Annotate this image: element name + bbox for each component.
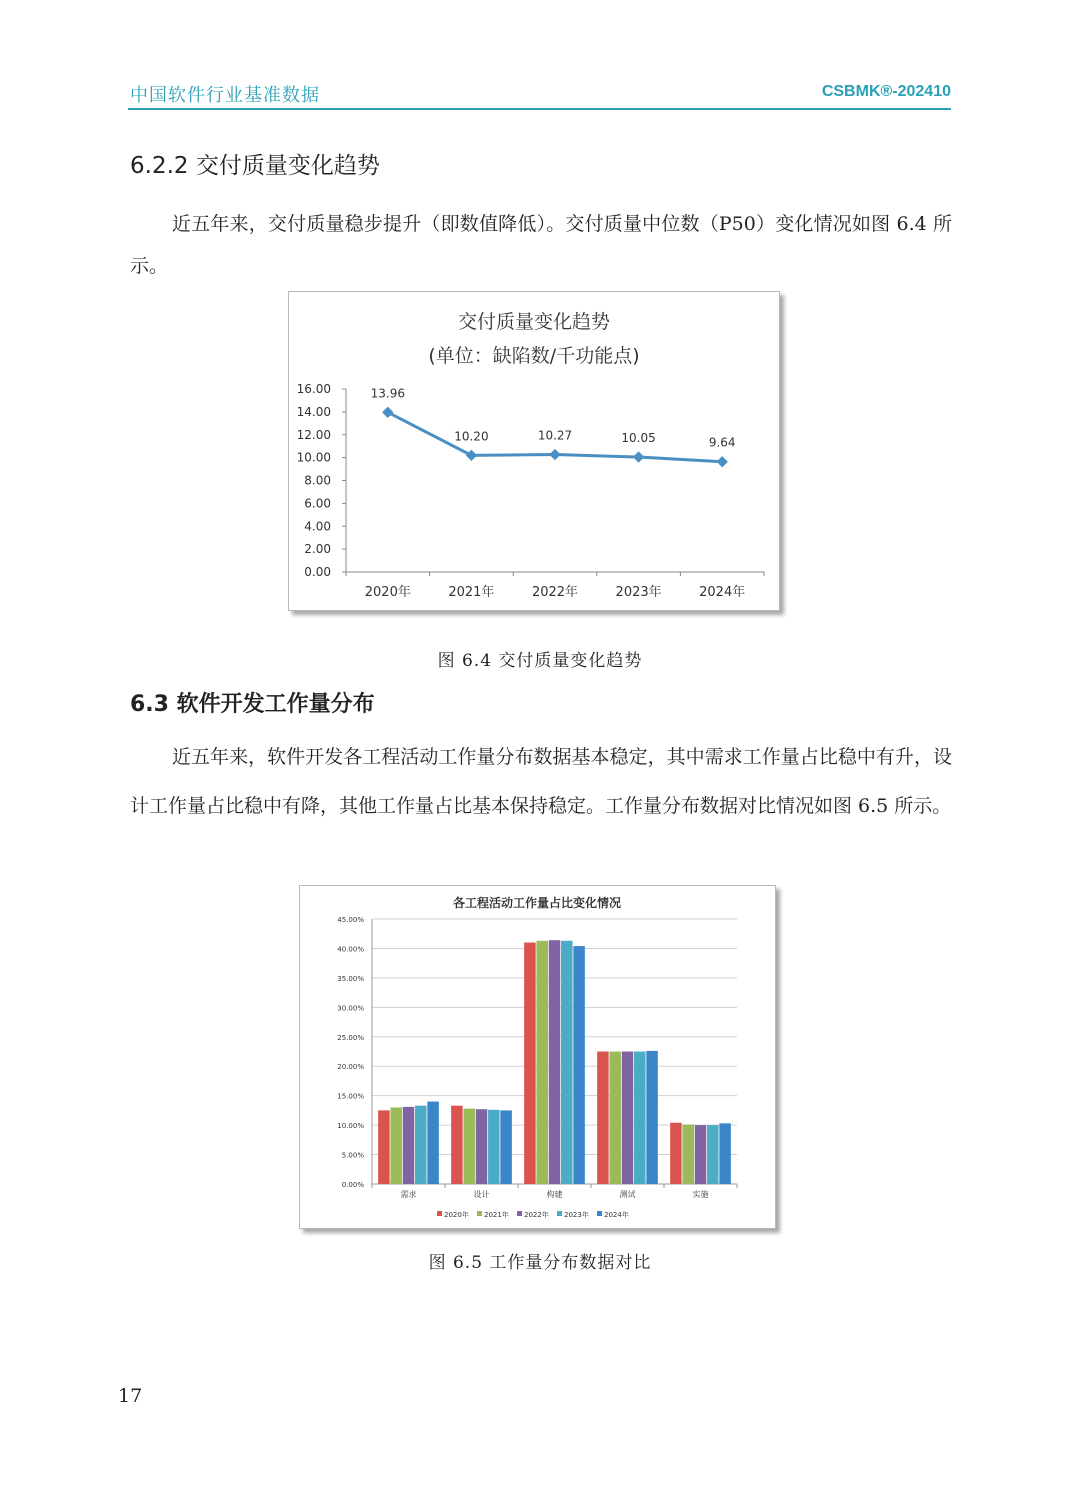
y-tick-label: 30.00% [337,1004,364,1013]
x-tick-label: 2021年 [448,585,495,600]
bar [476,1109,488,1184]
section-6-3-paragraph: 近五年来，软件开发各工程活动工作量分布数据基本稳定，其中需求工作量占比稳中有升，设计工作量占比稳中有降，其他工作量占比基本保持稳定。工作量分布数据对比情况如图 6.5 所示。 [130,746,952,817]
data-label: 10.05 [621,431,656,446]
y-tick-label: 35.00% [337,974,364,983]
legend-label: 2020年 [444,1211,469,1219]
bar [524,943,536,1184]
x-tick-label: 2020年 [364,585,411,600]
legend-swatch [437,1211,442,1216]
legend-label: 2023年 [564,1211,589,1219]
header-report-code: CSBMK®-202410 [821,83,951,100]
y-tick-label: 40.00% [337,945,364,954]
bar [463,1109,475,1184]
legend-label: 2021年 [484,1211,509,1219]
workload-distribution-chart [299,885,776,1229]
bar [573,946,585,1184]
header-title: 中国软件行业基准数据 [130,85,320,106]
data-label: 13.96 [370,386,405,401]
bar [500,1110,512,1184]
data-point-marker [466,450,477,461]
bar [488,1110,500,1184]
bar [622,1052,634,1185]
bar-chart-svg [300,886,775,1228]
legend-swatch [517,1211,522,1216]
y-tick-label: 15.00% [337,1092,364,1101]
data-point-marker [633,451,644,462]
y-tick-label: 16.00 [296,382,331,396]
legend-label: 2024年 [604,1211,629,1219]
bar [707,1125,719,1184]
y-tick-label: 4.00 [304,519,331,534]
y-tick-label: 2.00 [304,542,331,557]
bar [670,1123,682,1184]
data-point-marker [549,449,560,460]
bar [451,1106,463,1184]
y-tick-label: 10.00 [296,450,331,465]
section-6-2-2-paragraph: 近五年来，交付质量稳步提升（即数值降低）。交付质量中位数（P50）变化情况如图 6.4 所示。 [130,213,952,277]
y-tick-label: 0.00% [341,1181,364,1189]
y-tick-label: 5.00% [341,1151,364,1160]
x-tick-label: 设计 [473,1190,490,1199]
bar [597,1052,609,1185]
page-number: 17 [118,1385,143,1407]
bar [415,1106,427,1184]
bar [427,1102,439,1184]
y-tick-label: 6.00 [304,496,331,511]
delivery-quality-chart [288,291,780,611]
legend-swatch [597,1211,602,1216]
x-tick-label: 2022年 [531,585,579,600]
data-label: 10.27 [537,428,573,443]
bar [390,1107,402,1184]
data-label: 10.20 [454,429,489,444]
y-tick-label: 12.00 [296,427,331,442]
chart-title: 交付质量变化趋势 [457,311,611,333]
bar [682,1125,694,1184]
bar [646,1051,658,1184]
x-tick-label: 2024年 [699,585,746,600]
running-header [128,78,951,110]
section-6-3-heading: 6.3 软件开发工作量分布 [130,692,375,717]
chart-subtitle: (单位：缺陷数/千功能点) [428,345,640,367]
line-chart-svg [289,292,779,610]
x-tick-label: 实施 [692,1190,709,1199]
y-tick-label: 14.00 [296,404,331,419]
section-6-2-2-heading: 6.2.2 交付质量变化趋势 [130,153,380,179]
y-tick-label: 20.00% [337,1063,364,1072]
y-tick-label: 45.00% [337,916,364,924]
x-tick-label: 构建 [546,1190,563,1199]
x-tick-label: 2023年 [615,585,662,600]
chart-title: 各工程活动工作量占比变化情况 [452,896,622,910]
legend-swatch [477,1211,482,1216]
bar [634,1052,646,1185]
y-tick-label: 10.00% [337,1122,364,1131]
bar [378,1110,390,1184]
bar [549,940,561,1184]
x-tick-label: 需求 [400,1190,417,1199]
y-tick-label: 0.00 [304,565,331,579]
figure-6-4-caption: 图 6.4 交付质量变化趋势 [437,651,643,671]
data-label: 9.64 [708,435,736,450]
y-tick-label: 8.00 [304,473,331,488]
figure-6-5-caption: 图 6.5 工作量分布数据对比 [428,1253,652,1273]
x-tick-label: 测试 [619,1190,636,1199]
bar [536,941,548,1184]
legend-swatch [557,1211,562,1216]
data-point-marker [717,456,728,467]
bar [561,941,573,1184]
bar [609,1052,621,1185]
y-tick-label: 25.00% [337,1033,364,1042]
bar [719,1123,731,1184]
data-point-marker [382,407,393,418]
bar [695,1125,707,1184]
bar [403,1107,415,1184]
legend-label: 2022年 [524,1211,549,1219]
